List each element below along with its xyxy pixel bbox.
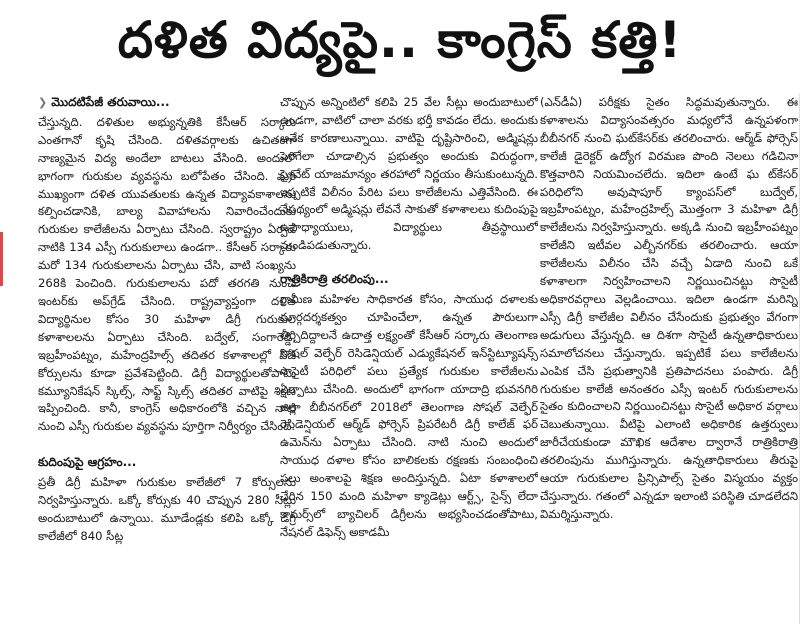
paragraph: (ఎన్‌డీఏ) పరీక్షకు సైతం సిద్ధమవుతున్నారు. ఈ కళాశాలను విద్యాసంవత్సరం మధ్యలోనే ఉన్నపళంగా బీబీనగర్ నుంచి ఘట్‌కేసర్‌కు తరలించారు. ఆర్మ్‌డ్ ఫోర్సెస్ కాలేజీ డైరెక్టర్ ఉద్యోగ విరమణ పొంది నెలలు గడిచినా కొత్తవారిని నియమించలేదు. ఇదిలా ఉంటే ఘ ట్‌కేసర్ పరిధిలోని అవుషాపూర్ క్యాంపస్‌లో బుద్వేల్, ఇబ్రహీంపట్నం, మహేంద్రహిల్స్ మొత్తంగా 3 మహిళా డిగ్రీ కాలేజీలను నిర్వహిస్తున్నారు. అక్కడి నుంచి ఇబ్రహీంపట్నం కాలేజీని ఇటీవల ఎల్బీనగర్‌కు తరలించారు. ఆయా కాలేజీలను విలీనం చేసి వచ్చే ఏడాది నుంచి ఒకే కళాశాలగా నిర్వహించాలని నిర్ణయించినట్టు సొసైటీ అధికారవర్గాలు వెల్లడించాయి. ఇదిలా ఉండగా మరిన్ని ఎస్సీ డిగ్రీ కాలేజీల విలీనం చేసేందుకు ప్రభుత్వం వేగంగా అడుగులు వేస్తున్నది. ఆ దిశగా సొసైటీ ఉన్నతాధికారులు సమాలోచనలు చేస్తున్నారు. ఇప్పటికే పలు కాలేజీలను ఎంపిక చేసి ప్రభుత్వానికి ప్రతిపాదనలు పంపారు. డిగ్రీ గురుకుల కాలేజీ అనంతరం ఎస్సీ ఇంటర్ గురుకులాలను సైతం కుదించాలని నిర్ణయించినట్టు సొసైటీ అధికార వర్గాలు చెబుతున్నాయి. వీటిపై ఎలాంటి అధికారిక ఉత్తర్వులు జారీచేయకుండా మౌఖిక ఆదేశాల ద్వారానే రాత్రికిరాత్రి తరలింపును ముగిస్తున్నారు. ఉన్నతాధికారులు తీరుపై ఆయా గురుకులాల ప్రిన్సిపాల్స్ సైతం విస్మయం వ్యక్తం చేస్తున్నారు. గతంలో ఎన్నడూ ఇలాంటి పరిస్థితి చూడలేదని విమర్శిస్తున్నారు. [540,95,798,521]
paragraph: చేస్తున్నది. దళితుల అభ్యున్నతికి కేసీఆర్ సర్కారు ఎంతగానో కృషి చేసింది. దళితవర్గాలకు ఉచితంగా నాణ్యమైన విద్య అందేలా బాటలు వేసింది. అందులో భాగంగా గురుకుల వ్యవస్థను బలోపేతం చేసింది. మరీ ముఖ్యంగా దళిత యువతులకు ఉన్నత విద్యావకాశాలను కల్పించడానికి, బాల్య వివాహాలను నివారించేందుకు గురుకుల కాలేజీలను ఏర్పాటు చేసింది. స్వరాష్ట్రం ఏర్పడే నాటికి 134 ఎస్సీ గురుకులాలు ఉండగా.. కేసీఆర్ సర్కారు మరో 134 గురుకులాలను ఏర్పాటు చేసి, వాటి సంఖ్యను 268కి పెంచింది. గురుకులాలను పదో తరగతి నుంచి ఇంటర్‌కు అప్‌గ్రేడ్ చేసింది. రాష్ట్రవ్యాప్తంగా దళిత విద్యార్థినుల కోసం 30 మహిళా డిగ్రీ గురుకుల కళాశాలలను ఏర్పాటు చేసింది. బద్వేల్, సంగారెడ్డి, ఇబ్రహీంపట్నం, మహేంద్రహిల్స్ తదితర కళాశాలల్లో పీజీ కోర్సులను కూడా ప్రవేశపెట్టింది. డిగ్రీ విద్యార్థులతోపాటు కమ్యూనికేషన్ స్కిల్స్, సాఫ్ట్ స్కిల్స్ తదితర వాటిపై శిక్షణ ఇప్పించింది. కానీ, కాంగ్రెస్ అధికారంలోకి వచ్చిన నాటి నుంచి ఎస్సీ గురుకుల వ్యవస్థను పూర్తిగా నిర్వీర్యం చేసింది. [38,114,296,434]
subheading-reduction: కుదింపుపై ఆగ్రహం... [38,455,137,470]
subheading-continued [38,94,296,112]
headline: దళిత విద్యపై.. కాంగ్రెస్ కత్తి! [117,10,683,69]
paragraph: చొప్పున అన్నింటిలో కలిపి 25 వేల సీట్లు అందుబాటులో ఉండగా, వాటిలో చాలా వరకు భర్తీ కావడం లేదు. అందుకు అనేక కారణాలున్నాయి. వాటిపై దృష్టిసారించి, అడ్మిషన్లు పెరిగేలా చూడాల్సిన ప్రభుత్వం అందుకు విరుద్ధంగా, ప్రైవేట్ యాజమాన్యం తరహాలో నిర్ణయం తీసుకుంటున్నది. ఇప్పటికే విలీనం పేరిట పలు కాలేజీలను ఎత్తివేసింది. ఈ నేపథ్యంలో అడ్మిషన్లు లేవనే సాకుతో కళాశాలలు కుదింపుపై ఉపాధ్యాయులు, విద్యార్థులు తీవ్రస్థాయిలో మండిపడుతున్నారు. [280,95,538,253]
margin-mark [0,232,3,286]
subheading-overnight-shift: రాత్రికిరాత్రి తరలింపు... [280,272,389,287]
paragraph: ప్రతీ డిగ్రీ మహిళా గురుకుల కాలేజీలో 7 కోర్సులను నిర్వహిస్తున్నారు. ఒక్కో కోర్సుకు 40 చొప్పున 280 సీట్లు అందుబాటులో ఉన్నాయి. మూడేండ్లకు కలిపి ఒక్కో డిగ్రీ కాలేజీలో 840 సీట్ల [38,475,296,543]
paragraph: గ్రామీణ మహిళల సాధికారత కోసం, సాయుధ దళాలకు మార్గదర్శకత్వం చూపించేలా, ఉన్నత పౌరులుగా తీర్చిదిద్దాలనే ఉదాత్త లక్ష్యంతో కేసీఆర్ సర్కారు తెలంగాణ సోషల్ వెల్ఫేర్ రెసిడెన్షియల్ ఎడ్యుకేషనల్ ఇన్‌స్టిట్యూషన్స్ సొసైటీ పరిధిలో పలు ప్రత్యేక గురుకుల కాలేజీలను ఏర్పాటు చేసింది. అందులో భాగంగా యాదాద్రి భువనగిరి జిల్లా బీబీనగర్‌లో 2018లో తెలంగాణ సోషల్ వెల్ఫేర్ రెసిడెన్షియల్ ఆర్మ్‌డ్ ఫోర్సెస్ ప్రిపరేటరీ డిగ్రీ కాలేజ్ ఫర్ ఉమెన్‌ను ఏర్పాటు చేసింది. నాటి నుంచి అందులో సాయుధ దళాల కోసం బాలికలకు రక్షణకు సంబంధించి పలు అంశాలపై శిక్షణ అందిస్తున్నది. ఏటా కళాశాలలో చేరిన 150 మంది మహిళా క్యాడెట్లు ఆర్ట్స్, సైన్స్ లేదా కామర్స్‌లో బ్యాచిలర్ డిగ్రీలను అభ్యసించడంతోపాటు, నేషనల్ డిఫెన్స్ అకాడమీ [280,292,538,539]
chevron-right-icon: ❯ [38,96,48,109]
column-2 [280,94,538,624]
subheading-continued-text: మొదటిపేజీ తరువాయి... [51,95,170,109]
column-1 [38,94,296,624]
column-3 [540,94,798,624]
